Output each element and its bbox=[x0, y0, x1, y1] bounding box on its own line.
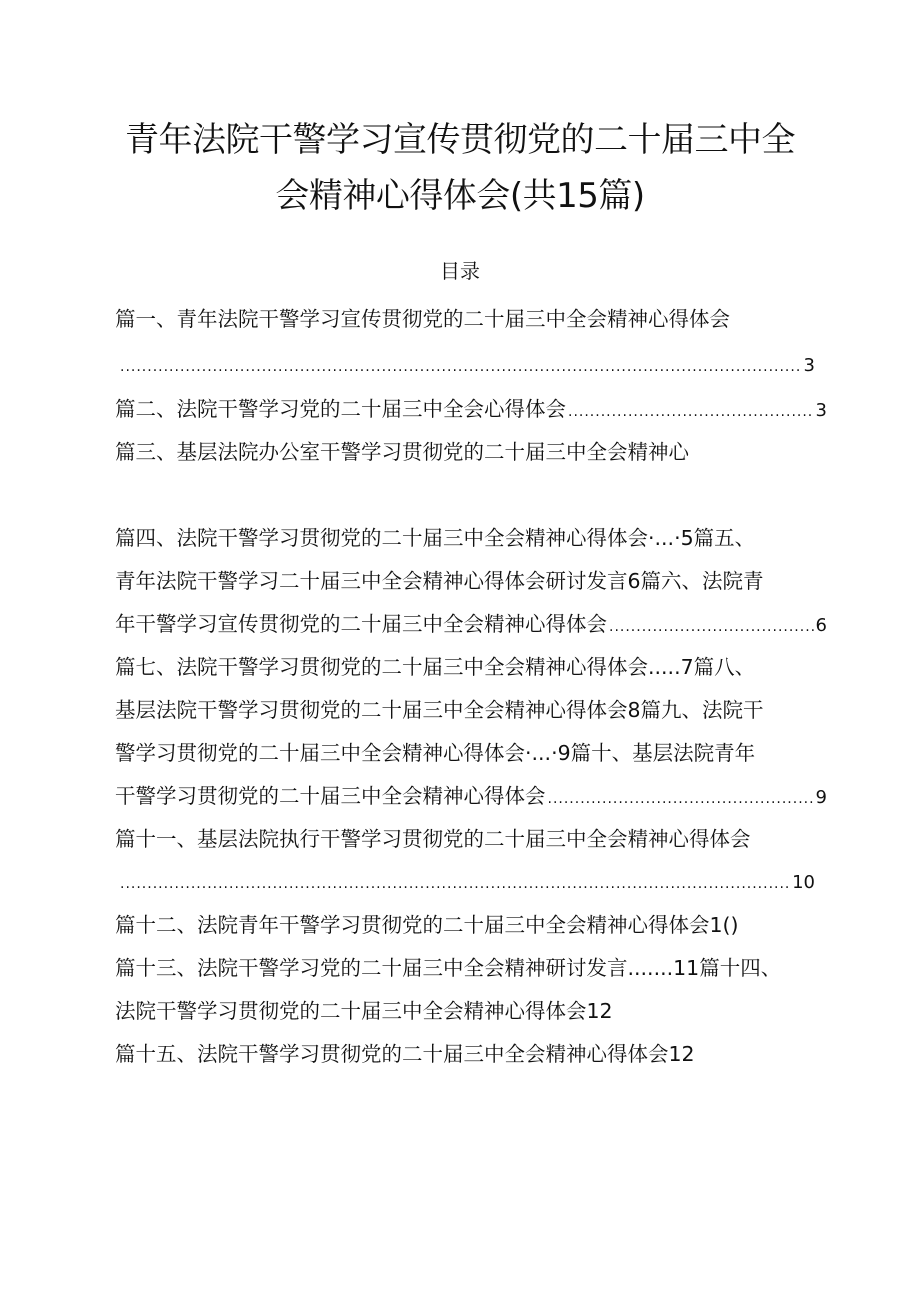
toc-page-number: 10 bbox=[792, 872, 815, 893]
toc-entry-2[interactable] bbox=[115, 395, 827, 426]
toc-page-number: 9 bbox=[815, 787, 827, 808]
toc-entry-text: 篇四、法院干警学习贯彻党的二十届三中全会精神心得体会·...·5篇五、 bbox=[115, 526, 756, 550]
toc-entry-text: 年干警学习宣传贯彻党的二十届三中全会精神心得体会 bbox=[115, 612, 607, 636]
toc-entry-1[interactable] bbox=[115, 305, 730, 333]
toc-line-5[interactable] bbox=[115, 567, 764, 595]
toc-entry-text: 篇一、青年法院干警学习宣传贯彻党的二十届三中全会精神心得体会 bbox=[115, 307, 730, 331]
toc-line-13[interactable] bbox=[115, 954, 781, 982]
toc-entry-text: 法院干警学习贯彻党的二十届三中全会精神心得体会12 bbox=[115, 999, 613, 1023]
toc-entry-3[interactable] bbox=[115, 438, 689, 466]
dot-leader bbox=[548, 785, 814, 813]
toc-entry-11[interactable] bbox=[115, 825, 751, 853]
toc-line-10[interactable] bbox=[115, 782, 827, 813]
toc-entry-text: 篇七、法院干警学习贯彻党的二十届三中全会精神心得体会.....7篇八、 bbox=[115, 655, 756, 679]
toc-line-7[interactable] bbox=[115, 653, 755, 681]
dot-leader bbox=[609, 613, 814, 641]
toc-entry-text: 篇十三、法院干警学习党的二十届三中全会精神研讨发言.......11篇十四、 bbox=[115, 956, 782, 980]
toc-entry-text: 篇十五、法院干警学习贯彻党的二十届三中全会精神心得体会12 bbox=[115, 1042, 695, 1066]
dot-leader bbox=[120, 870, 790, 898]
toc-heading: 目录 bbox=[440, 259, 480, 283]
dot-leader bbox=[568, 398, 814, 426]
toc-entry-text: 篇十二、法院青年干警学习贯彻党的二十届三中全会精神心得体会1() bbox=[115, 913, 739, 937]
toc-line-12[interactable] bbox=[115, 911, 739, 939]
toc-line-15[interactable] bbox=[115, 1040, 695, 1068]
toc-page-number: 3 bbox=[815, 400, 827, 421]
toc-entry-11-leader[interactable] bbox=[118, 869, 815, 898]
toc-entry-text: 干警学习贯彻党的二十届三中全会精神心得体会 bbox=[115, 784, 546, 808]
toc-line-14[interactable] bbox=[115, 997, 613, 1025]
toc-entry-text: 篇三、基层法院办公室干警学习贯彻党的二十届三中全会精神心 bbox=[115, 440, 689, 464]
toc-entry-text: 警学习贯彻党的二十届三中全会精神心得体会·...·9篇十、基层法院青年 bbox=[115, 741, 756, 765]
toc-entry-text: 篇十一、基层法院执行干警学习贯彻党的二十届三中全会精神心得体会 bbox=[115, 827, 751, 851]
toc-entry-1-leader[interactable] bbox=[118, 352, 815, 381]
toc-line-6[interactable] bbox=[115, 610, 827, 641]
dot-leader bbox=[120, 353, 802, 381]
toc-entry-text: 篇二、法院干警学习党的二十届三中全会心得体会 bbox=[115, 397, 566, 421]
toc-entry-text: 青年法院干警学习二十届三中全会精神心得体会研讨发言6篇六、法院青 bbox=[115, 569, 764, 593]
toc-page-number: 6 bbox=[815, 615, 827, 636]
document-title-line-1: 青年法院干警学习宣传贯彻党的二十届三中全 bbox=[125, 120, 795, 160]
document-title-line-2: 会精神心得体会(共15篇) bbox=[275, 176, 645, 216]
toc-line-8[interactable] bbox=[115, 696, 764, 724]
toc-page-number: 3 bbox=[803, 355, 815, 376]
toc-line-9[interactable] bbox=[115, 739, 755, 767]
toc-entry-text: 基层法院干警学习贯彻党的二十届三中全会精神心得体会8篇九、法院干 bbox=[115, 698, 764, 722]
toc-line-4[interactable] bbox=[115, 524, 755, 552]
